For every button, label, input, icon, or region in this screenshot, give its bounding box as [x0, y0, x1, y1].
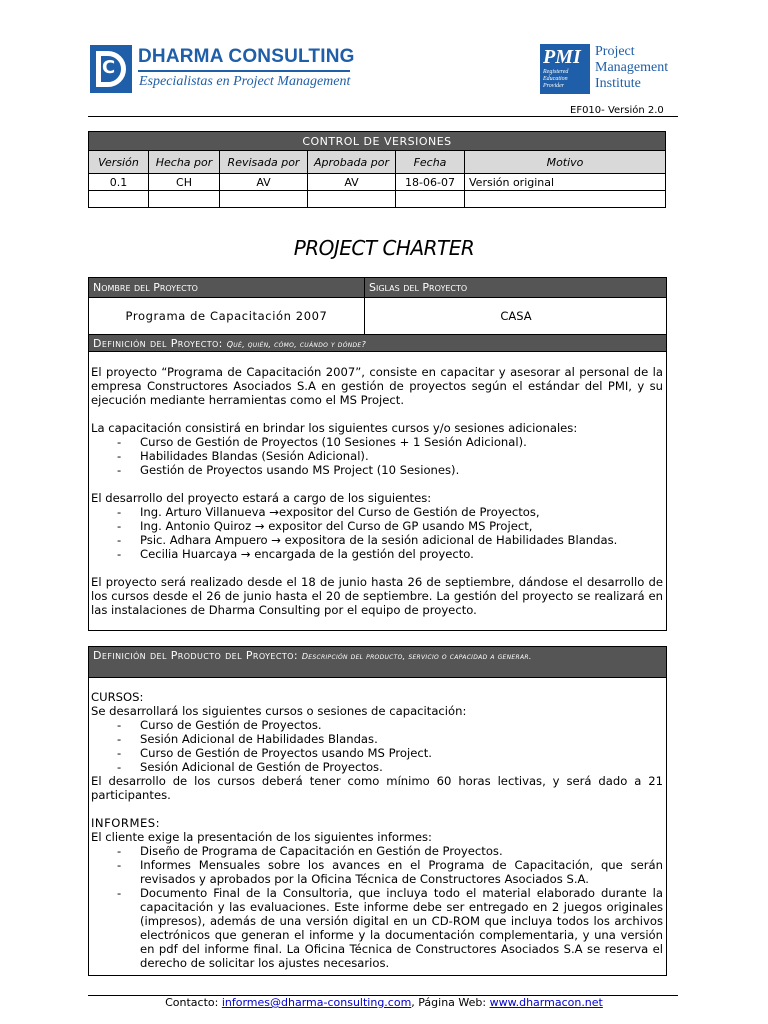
- cursos-heading: CURSOS:: [91, 690, 144, 704]
- list-item: - Habilidades Blandas (Sesión Adicional).: [91, 449, 663, 463]
- people-list: [91, 505, 663, 561]
- list-item: - Psic. Adhara Ampuero → expositora de la sesión adicional de Habilidades Blandas.: [91, 533, 663, 547]
- col-made-by: Hecha por: [149, 151, 220, 174]
- company-rule: [138, 70, 350, 72]
- col-version: Versión: [89, 151, 149, 174]
- table-row: [89, 191, 666, 208]
- company-tagline: Especialistas en Project Management: [139, 74, 351, 89]
- list-item: - Curso de Gestión de Proyectos.: [91, 718, 663, 732]
- list-item: - Sesión Adicional de Habilidades Blandas.: [91, 732, 663, 746]
- list-item: - Sesión Adicional de Gestión de Proyectos.: [91, 760, 663, 774]
- version-control-table: [88, 131, 666, 208]
- version-control-title: CONTROL DE VERSIONES: [89, 132, 666, 151]
- logo-letter: C: [102, 57, 116, 78]
- col-date: Fecha: [396, 151, 465, 174]
- product-body: [91, 690, 663, 970]
- informes-intro: El cliente exige la presentación de los siguientes informes:: [91, 830, 432, 844]
- doc-version: EF010- Versión 2.0: [570, 105, 664, 116]
- col-approved-by: Aprobada por: [308, 151, 396, 174]
- list-item: - Ing. Antonio Quiroz → expositor del Curso de GP usando MS Project,: [91, 519, 663, 533]
- project-name-value: Programa de Capacitación 2007: [89, 297, 364, 334]
- web-label: , Página Web:: [411, 996, 487, 1009]
- project-acronym-label: Siglas del Proyecto: [364, 278, 666, 297]
- contact-email-link[interactable]: informes@dharma-consulting.com: [221, 996, 412, 1009]
- project-name-label: Nombre del Proyecto: [89, 278, 364, 297]
- contact-label: Contacto:: [165, 996, 219, 1009]
- footer: [0, 996, 768, 1009]
- project-acronym-value: CASA: [364, 297, 667, 334]
- definition-paragraph: El proyecto será realizado desde el 18 de junio hasta 26 de septiembre, dándose el desarrollo de los cursos desde el 26 de junio hasta el 20 de septiembre. La gestión del proyecto se realizará en las instalaciones de Dharma Consulting por el equipo de proyecto.: [91, 575, 663, 617]
- list-item: - Curso de Gestión de Proyectos usando MS Project.: [91, 746, 663, 760]
- page-title: PROJECT CHARTER: [293, 236, 475, 260]
- project-definition-section: [88, 277, 667, 631]
- list-item: - Ing. Arturo Villanueva →expositor del Curso de Gestión de Proyectos,: [91, 505, 663, 519]
- list-item: - Informes Mensuales sobre los avances en el Programa de Capacitación, que serán revisados y aprobados por la Oficina Técnica de Constructores Asociados S.A.: [91, 858, 663, 886]
- informes-heading: INFORMES:: [91, 816, 161, 830]
- col-reason: Motivo: [465, 151, 666, 174]
- definition-paragraph: La capacitación consistirá en brindar los siguientes cursos y/o sesiones adicionales:: [91, 421, 578, 435]
- product-definition-section: [88, 646, 667, 976]
- list-item: - Diseño de Programa de Capacitación en Gestión de Proyectos.: [91, 844, 663, 858]
- courses-list: [91, 435, 663, 477]
- definition-paragraph: El desarrollo del proyecto estará a cargo de los siguientes:: [91, 491, 432, 505]
- pmi-logo-icon: [540, 44, 590, 94]
- pmi-name: Project Management Institute: [595, 44, 669, 91]
- pmi-small-text: Registered Education Provider: [543, 69, 569, 89]
- website-link[interactable]: www.dharmacon.net: [489, 996, 603, 1009]
- company-name: DHARMA CONSULTING: [138, 46, 355, 67]
- definition-bar: Definición del Proyecto: Qué, quién, cómo, cuándo y dónde?: [89, 334, 666, 352]
- list-item: - Curso de Gestión de Proyectos (10 Sesiones + 1 Sesión Adicional).: [91, 435, 663, 449]
- list-item: - Documento Final de la Consultoria, que incluya todo el material elaborado durante la capacitación y las evaluaciones. Este informe debe ser entregado en 2 juegos originales (impresos), además de una versión digital en un CD-ROM que incluya todos los archivos electrónicos que generan el informe y la documentación complementaria, y una versión en pdf del informe final. La Oficina Técnica de Constructores Asociados S.A se reserva el derecho de solicitar los ajustes necesarios.: [91, 886, 663, 970]
- product-bar: Definición del Producto del Proyecto: Descripción del producto, servicio o capacidad a generar.: [89, 647, 666, 678]
- definition-paragraph: El proyecto “Programa de Capacitación 2007”, consiste en capacitar y asesorar al personal de la empresa Constructores Asociados S.A en gestión de proyectos según el estándar del PMI, y su ejecución mediante herramientas como el MS Project.: [91, 365, 663, 407]
- cursos-intro: Se desarrollará los siguientes cursos o sesiones de capacitación:: [91, 704, 467, 718]
- cursos-list: [91, 718, 663, 774]
- pmi-mark: PMI: [543, 46, 581, 68]
- table-header-row: [89, 151, 666, 174]
- table-row: 0.1 CH AV AV 18-06-07 Versión original: [89, 174, 666, 191]
- dharma-logo-icon: [90, 45, 132, 93]
- cursos-note: El desarrollo de los cursos deberá tener como mínimo 60 horas lectivas, y será dado a 21 participantes.: [91, 774, 663, 802]
- col-reviewed-by: Revisada por: [220, 151, 308, 174]
- definition-body: [91, 365, 663, 617]
- header-divider: [88, 116, 678, 117]
- informes-list: [91, 844, 663, 970]
- list-item: - Cecilia Huarcaya → encargada de la gestión del proyecto.: [91, 547, 663, 561]
- list-item: - Gestión de Proyectos usando MS Project (10 Sesiones).: [91, 463, 663, 477]
